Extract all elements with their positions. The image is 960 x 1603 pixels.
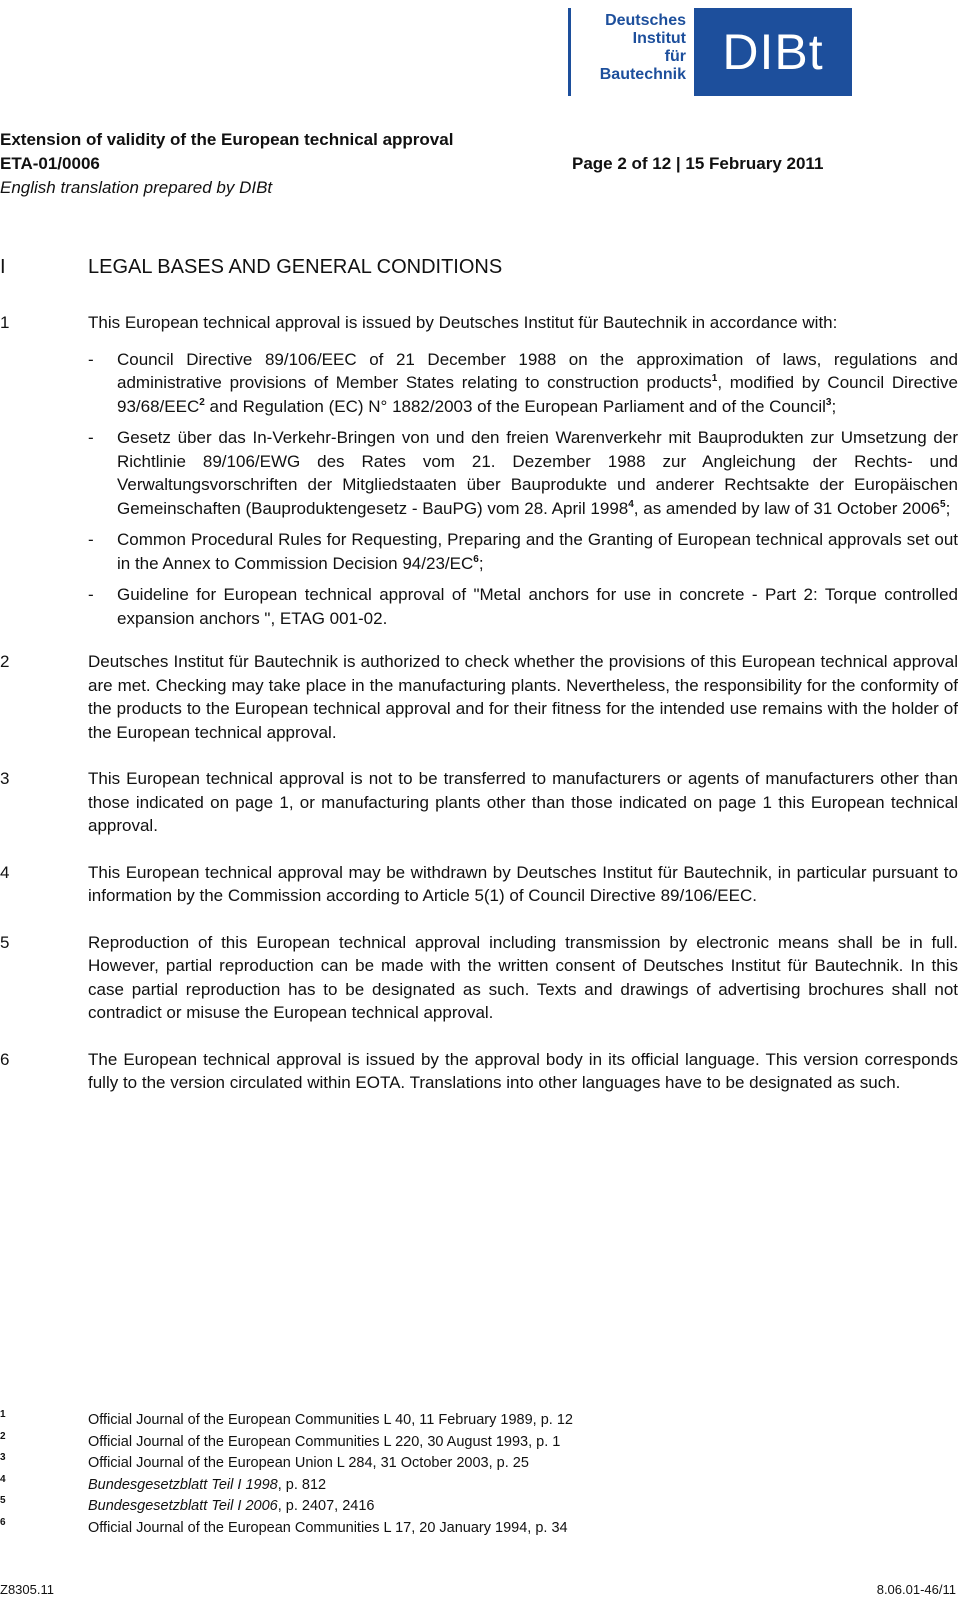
paragraph-number: 2 — [0, 652, 10, 671]
paragraph-text: This European technical approval may be withdrawn by Deutsches Institut für Bautechnik, in particular pursuant to information by the Commission according to Article 5(1) of Council Directive 89/106/EEC. — [88, 862, 958, 905]
logo-line-4: Bautechnik — [599, 66, 686, 83]
footnote-ref: 2 — [199, 396, 205, 408]
list-text: ; — [945, 498, 951, 518]
footnote-ref: 3 — [825, 396, 832, 408]
list-item — [88, 348, 958, 419]
footnote-text: , p. 2407, 2416 — [277, 1498, 375, 1514]
list-text: , as amended by law of 31 October 2006 — [633, 498, 940, 518]
legal-basis-list — [88, 348, 958, 631]
list-text: , modified by Council Directive 93/68/EEC — [117, 373, 958, 416]
list-text: Guideline for European technical approval of "Metal anchors for use in concrete - Part 2: Torque controlled expansion anchors ", ETAG 001-02. — [117, 585, 958, 628]
footnote-text: , p. 812 — [277, 1476, 327, 1493]
paragraph-5 — [0, 931, 958, 1025]
paragraph-4 — [0, 861, 958, 908]
footnote-source: Bundesgesetzblatt Teil I 1998 — [88, 1476, 278, 1493]
footnotes — [0, 1410, 958, 1539]
paragraph-text: This European technical approval is not to be transferred to manufacturers or agents of manufacturers other than those indicated on page 1, or manufacturing plants other than those indicated on page 1 this European technical approval. — [88, 769, 958, 835]
list-item — [88, 426, 958, 520]
logo-mark: DIBt — [694, 8, 852, 96]
logo-line-2: Institut — [632, 30, 686, 47]
paragraph-text: Reproduction of this European technical approval including transmission by electronic means shall be in full. However, partial reproduction can be made with the written consent of Deutsches Institut für Bautechnik. In this case partial reproduction has to be designated as such. Texts and drawings of advertising brochures shall not contradict or misuse the European technical approval. — [88, 932, 958, 1022]
footnote-number: 1 — [0, 1409, 6, 1420]
translation-note: English translation prepared by DIBt — [0, 178, 273, 197]
dibt-logo — [568, 6, 852, 96]
footnote-source: Bundesgesetzblatt Teil I 2006 — [88, 1498, 278, 1514]
footnote-text: Official Journal of the European Communities L 40, 11 February 1989, p. 12 — [88, 1412, 573, 1428]
section-heading — [0, 254, 958, 280]
list-text: and Regulation (EC) N° 1882/2003 of the European Parliament and of the Council — [204, 396, 826, 416]
footnote — [0, 1518, 958, 1540]
logo-line-1: Deutsches — [605, 12, 686, 29]
footnote-number: 6 — [0, 1516, 6, 1528]
footnote — [0, 1410, 958, 1432]
section-number: I — [0, 256, 6, 278]
logo-line-3: für — [664, 48, 686, 65]
footnote-ref: 5 — [940, 498, 946, 510]
list-item — [88, 528, 958, 575]
list-dash: - — [88, 585, 94, 604]
list-text: Gesetz über das In-Verkehr-Bringen von und den freien Warenverkehr mit Bauprodukten zur Umsetzung der Richtlinie 89/106/EWG des Rates vom 21. Dezember 1988 zur Angleichung der Rechts- und Verwaltungsvorschriften der Mitgliedstaaten über Bauprodukte und anderer Rechtsakte der Europäischen Gemeinschaften (Bauproduktengesetz - BauPG) vom 28. April 1998 — [117, 428, 958, 518]
footnote-text: Official Journal of the European Communities L 17, 20 January 1994, p. 34 — [88, 1519, 568, 1536]
section-title: LEGAL BASES AND GENERAL CONDITIONS — [88, 256, 503, 278]
logo-wordmark — [580, 12, 686, 84]
paragraph-number: 3 — [0, 769, 10, 788]
footnote-number: 2 — [0, 1430, 6, 1442]
paragraph-3 — [0, 767, 958, 838]
list-text: ; — [831, 396, 837, 416]
footnote-number: 4 — [0, 1473, 6, 1485]
paragraph-number: 5 — [0, 932, 10, 952]
paragraph-1 — [0, 311, 958, 630]
list-text: ; — [478, 553, 484, 573]
list-dash: - — [88, 428, 94, 447]
list-text: Council Directive 89/106/EEC of 21 December 1988 on the approximation of laws, regulations and administrative provisions of Member States relating to construction products — [117, 349, 958, 392]
footnote-text: Official Journal of the European Union L 284, 31 October 2003, p. 25 — [88, 1455, 529, 1471]
list-dash: - — [88, 530, 94, 549]
footnote-text: Official Journal of the European Communities L 220, 30 August 1993, p. 1 — [88, 1433, 561, 1450]
paragraph-text: The European technical approval is issued by the approval body in its official language. This version corresponds fully to the version circulated within EOTA. Translations into other languages have to be designated as such. — [88, 1049, 958, 1092]
paragraph-number: 1 — [0, 313, 10, 332]
paragraph-text: Deutsches Institut für Bautechnik is authorized to check whether the provisions of this European technical approval are met. Checking may take place in the manufacturing plants. Nevertheless, the responsibility for the conformity of the products to the European technical approval and for their fitness for the intended use remains with the holder of the European technical approval. — [88, 652, 958, 742]
document-title: Extension of validity of the European technical approval — [0, 130, 454, 149]
footnote — [0, 1453, 958, 1475]
footer-reference-code: 8.06.01-46/11 — [876, 1582, 956, 1597]
list-text: Common Procedural Rules for Requesting, Preparing and the Granting of European technical approvals set out in the Annex to Commission Decision 94/23/EC — [117, 530, 958, 573]
footnote-ref: 6 — [473, 553, 479, 565]
footnote-number: 5 — [0, 1495, 6, 1506]
footnote-number: 3 — [0, 1452, 6, 1463]
paragraph-text: This European technical approval is issued by Deutsches Institut für Bautechnik in accordance with: — [88, 313, 838, 332]
document-body — [0, 254, 958, 1095]
footnote — [0, 1496, 958, 1518]
footnote-ref: 1 — [711, 373, 718, 384]
paragraph-number: 4 — [0, 862, 10, 882]
list-item — [88, 583, 958, 630]
paragraph-6 — [0, 1048, 958, 1095]
logo-divider — [568, 8, 571, 96]
eta-number: ETA-01/0006 — [0, 154, 100, 173]
document-header — [0, 128, 960, 200]
footnote — [0, 1475, 958, 1497]
footnote-ref: 4 — [628, 498, 634, 510]
paragraph-number: 6 — [0, 1049, 10, 1069]
footnote — [0, 1432, 958, 1454]
paragraph-2 — [0, 650, 958, 744]
page-info: Page 2 of 12 | 15 February 2011 — [572, 154, 824, 173]
list-dash: - — [88, 349, 94, 369]
header-row-2 — [0, 152, 960, 176]
footer-document-code: Z8305.11 — [0, 1582, 54, 1597]
